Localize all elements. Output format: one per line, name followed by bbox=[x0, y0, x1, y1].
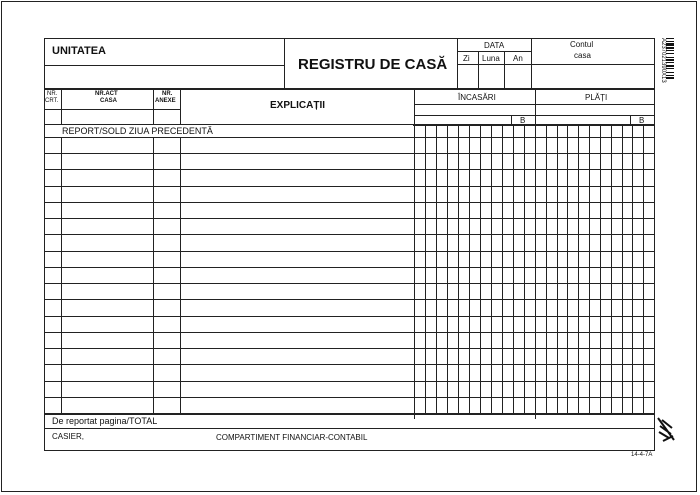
publisher-logo-icon bbox=[655, 416, 677, 444]
nr-crt-header-sub: CRT. bbox=[45, 98, 59, 104]
year-label: An bbox=[513, 54, 523, 63]
barcode-bar bbox=[666, 41, 674, 42]
payments-digit-line bbox=[611, 124, 612, 413]
form-right-border bbox=[654, 38, 655, 450]
payments-digit-line bbox=[557, 124, 558, 413]
title-left-divider bbox=[284, 38, 285, 89]
table-row-line bbox=[44, 397, 655, 398]
table-row-line bbox=[44, 218, 655, 219]
receipts-digit-line bbox=[524, 124, 525, 413]
receipts-digit-line bbox=[480, 124, 481, 413]
day-label: Zi bbox=[463, 54, 470, 63]
form-bottom-border bbox=[44, 450, 655, 451]
barcode-bar bbox=[666, 59, 674, 61]
table-row-line bbox=[44, 169, 655, 170]
date-values-divider bbox=[457, 64, 654, 65]
table-row-line bbox=[44, 381, 655, 382]
receipts-digit-line bbox=[513, 124, 514, 413]
side-code: A237021390X13 bbox=[660, 38, 666, 83]
barcode-bar bbox=[666, 38, 674, 39]
form-code: 14-4-7A bbox=[631, 452, 653, 458]
payments-digit-line bbox=[643, 124, 644, 413]
barcode-bar bbox=[666, 43, 674, 46]
barcode-bar bbox=[666, 65, 674, 67]
act-header: NR.ACT bbox=[95, 91, 118, 97]
account-label: Contul bbox=[570, 40, 594, 49]
barcode-bar bbox=[666, 53, 674, 54]
carry-total-label: De reportat pagina/TOTAL bbox=[52, 416, 158, 426]
table-row-line bbox=[44, 316, 655, 317]
barcode-bar bbox=[666, 50, 674, 51]
payments-header: PLĂȚI bbox=[585, 93, 608, 102]
payments-digit-line bbox=[567, 124, 568, 413]
amount-header-divider bbox=[414, 104, 654, 105]
receipts-digit-line bbox=[491, 124, 492, 413]
barcode-bar bbox=[666, 47, 674, 49]
barcode-bar bbox=[666, 57, 674, 58]
table-row-line bbox=[44, 332, 655, 333]
nr-crt-header: NR. bbox=[47, 91, 58, 97]
barcode-bar bbox=[666, 77, 674, 79]
b-row-top bbox=[414, 115, 654, 116]
receipts-digit-line bbox=[502, 124, 503, 413]
barcode-bar bbox=[666, 62, 674, 63]
department-label: COMPARTIMENT FINANCIAR-CONTABIL bbox=[216, 433, 368, 442]
previous-balance-bottom bbox=[44, 137, 655, 138]
anexe-header-sub: ANEXE bbox=[155, 98, 176, 104]
account-label-sub: casa bbox=[574, 51, 591, 60]
receipts-digit-line bbox=[469, 124, 470, 413]
date-label-divider bbox=[457, 51, 531, 52]
act-header-sub: CASA bbox=[100, 98, 118, 104]
explanations-header: EXPLICAȚII bbox=[270, 100, 326, 111]
table-row-line bbox=[44, 364, 655, 365]
receipts-b-label: B bbox=[520, 116, 526, 125]
receipts-digit-line bbox=[447, 124, 448, 413]
table-row-line bbox=[44, 234, 655, 235]
header-bottom-border bbox=[44, 88, 655, 90]
payments-digit-line bbox=[622, 124, 623, 413]
barcode-bar bbox=[666, 75, 674, 76]
form-top-border bbox=[44, 38, 655, 39]
table-row-line bbox=[44, 186, 655, 187]
payments-digit-line bbox=[600, 124, 601, 413]
receipts-header: ÎNCASĂRI bbox=[458, 93, 496, 102]
payments-digit-line bbox=[578, 124, 579, 413]
anexe-header: NR. bbox=[162, 91, 173, 97]
table-row-line bbox=[44, 267, 655, 268]
receipts-digit-line bbox=[425, 124, 426, 413]
document-title: REGISTRU DE CASĂ bbox=[298, 56, 448, 73]
payments-b-label: B bbox=[639, 116, 645, 125]
table-row-line bbox=[44, 251, 655, 252]
table-row-line bbox=[44, 299, 655, 300]
previous-balance-label: REPORT/SOLD ZIUA PRECEDENTĂ bbox=[62, 126, 213, 136]
payments-digit-line bbox=[546, 124, 547, 413]
month-label: Luna bbox=[482, 54, 500, 63]
day-month-divider bbox=[478, 51, 479, 89]
barcode-bar bbox=[666, 68, 674, 69]
small-columns-divider bbox=[44, 109, 180, 110]
footer-top bbox=[44, 428, 655, 429]
payments-digit-line bbox=[632, 124, 633, 413]
unit-divider bbox=[44, 65, 284, 66]
table-row-line bbox=[44, 153, 655, 154]
unit-label: UNITATEA bbox=[52, 45, 106, 57]
receipts-digit-line bbox=[436, 124, 437, 413]
receipts-digit-line bbox=[458, 124, 459, 413]
table-row-line bbox=[44, 348, 655, 349]
payments-digit-line bbox=[589, 124, 590, 413]
month-year-divider bbox=[504, 51, 505, 89]
payments-b-left bbox=[630, 115, 631, 124]
barcode-bar bbox=[666, 72, 674, 73]
barcode bbox=[666, 38, 674, 96]
table-row-line bbox=[44, 283, 655, 284]
table-row-line bbox=[44, 202, 655, 203]
receipts-b-left bbox=[511, 115, 512, 124]
cashier-label: CASIER, bbox=[52, 432, 85, 441]
date-label: DATA bbox=[484, 41, 505, 50]
